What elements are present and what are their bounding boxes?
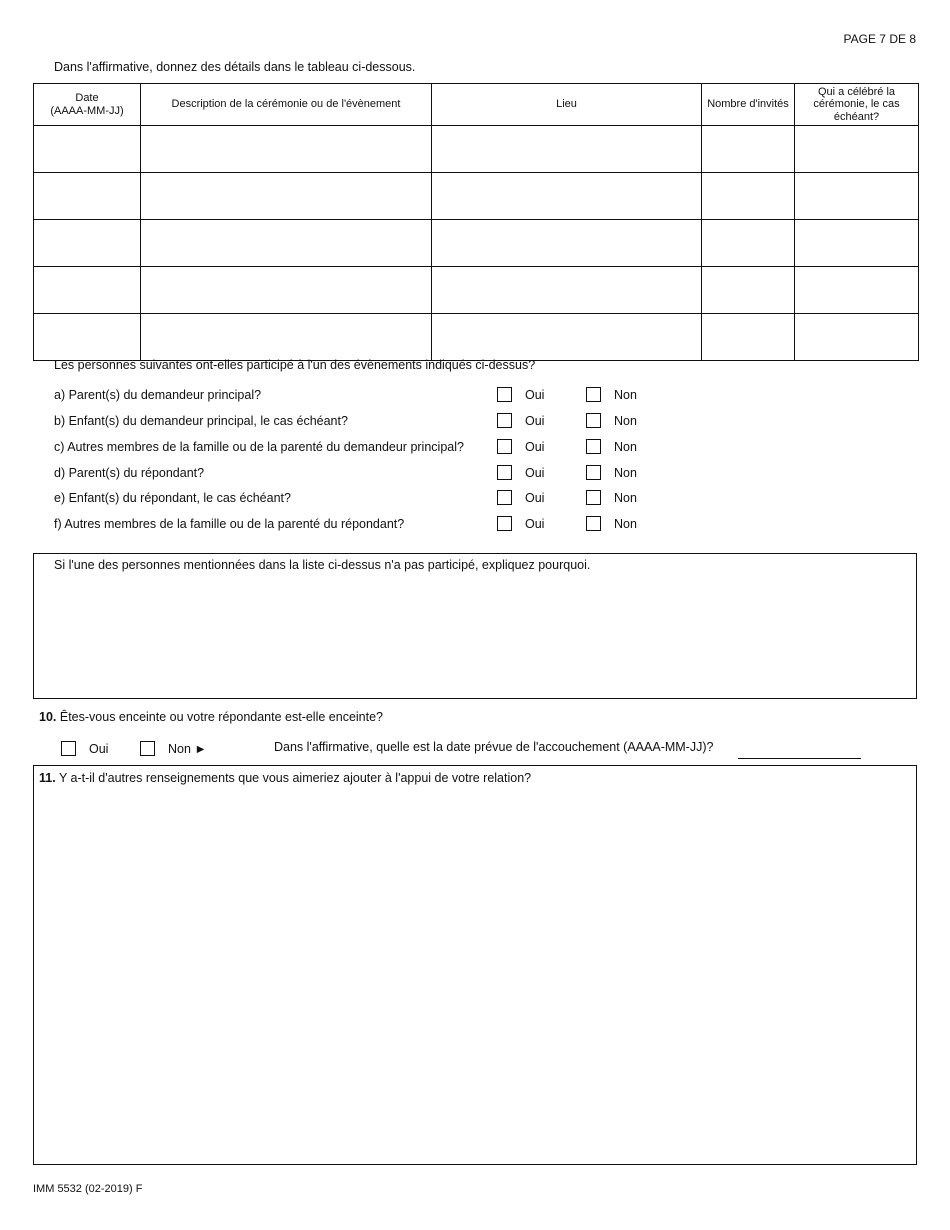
yes-checkbox[interactable]	[497, 413, 512, 428]
no-label: Non	[614, 440, 637, 454]
yes-checkbox[interactable]	[497, 490, 512, 505]
attendance-row-c	[54, 439, 674, 457]
table-row	[34, 173, 919, 220]
no-label: Non	[614, 466, 637, 480]
attendance-label: a) Parent(s) du demandeur principal?	[54, 388, 262, 402]
date-cell[interactable]	[34, 173, 141, 220]
question-10-text: Êtes-vous enceinte ou votre répondante est-elle enceinte?	[59, 710, 384, 724]
events-table	[33, 83, 919, 361]
pregnant-yes-checkbox[interactable]	[61, 741, 76, 756]
yes-checkbox[interactable]	[497, 439, 512, 454]
col-header-date: Date (AAAA-MM-JJ)	[34, 84, 141, 126]
attendance-label: d) Parent(s) du répondant?	[54, 466, 205, 480]
officiant-cell[interactable]	[795, 220, 919, 267]
place-cell[interactable]	[432, 314, 702, 361]
question-11-textarea[interactable]	[33, 765, 917, 1165]
pregnant-no-label: Non ►	[168, 742, 207, 756]
date-cell[interactable]	[34, 314, 141, 361]
guests-cell[interactable]	[702, 220, 795, 267]
due-date-field[interactable]	[738, 758, 861, 759]
question-11-heading	[39, 771, 531, 785]
due-date-label: Dans l'affirmative, quelle est la date prévue de l'accouchement (AAAA-MM-JJ)?	[274, 740, 714, 754]
yes-label: Oui	[525, 414, 545, 428]
description-cell[interactable]	[141, 126, 432, 173]
page-number: PAGE 7 DE 8	[843, 32, 916, 46]
no-label: Non	[614, 517, 637, 531]
attendance-row-e	[54, 490, 674, 508]
yes-label: Oui	[525, 491, 545, 505]
yes-checkbox[interactable]	[497, 516, 512, 531]
place-cell[interactable]	[432, 173, 702, 220]
guests-cell[interactable]	[702, 267, 795, 314]
description-cell[interactable]	[141, 220, 432, 267]
table-row	[34, 314, 919, 361]
attendance-label: e) Enfant(s) du répondant, le cas échéant?	[54, 491, 291, 505]
table-row	[34, 267, 919, 314]
no-checkbox[interactable]	[586, 387, 601, 402]
yes-label: Oui	[525, 440, 545, 454]
date-cell[interactable]	[34, 126, 141, 173]
place-cell[interactable]	[432, 126, 702, 173]
attendance-row-f	[54, 516, 674, 534]
yes-checkbox[interactable]	[497, 387, 512, 402]
form-code: IMM 5532 (02-2019) F	[33, 1183, 143, 1195]
no-checkbox[interactable]	[586, 465, 601, 480]
attendance-question: Les personnes suivantes ont-elles participé à l'un des évènements indiqués ci-dessus?	[54, 358, 536, 372]
no-checkbox[interactable]	[586, 490, 601, 505]
col-header-officiant: Qui a célébré la cérémonie, le cas échéant?	[795, 84, 919, 126]
attendance-row-d	[54, 465, 674, 483]
attendance-row-a	[54, 387, 674, 405]
explanation-label: Si l'une des personnes mentionnées dans la liste ci-dessus n'a pas participé, expliquez pourquoi.	[54, 558, 591, 572]
attendance-label: b) Enfant(s) du demandeur principal, le cas échéant?	[54, 414, 348, 428]
yes-label: Oui	[525, 517, 545, 531]
question-10	[39, 710, 383, 724]
yes-label: Oui	[525, 388, 545, 402]
officiant-cell[interactable]	[795, 314, 919, 361]
no-label: Non	[614, 491, 637, 505]
no-checkbox[interactable]	[586, 439, 601, 454]
date-cell[interactable]	[34, 267, 141, 314]
officiant-cell[interactable]	[795, 173, 919, 220]
no-label: Non	[614, 414, 637, 428]
question-10-number: 10.	[39, 710, 57, 724]
description-cell[interactable]	[141, 173, 432, 220]
yes-checkbox[interactable]	[497, 465, 512, 480]
events-table-header	[34, 84, 919, 126]
question-11-number: 11.	[39, 771, 56, 785]
table-row	[34, 126, 919, 173]
question-11-text: Y a-t-il d'autres renseignements que vous aimeriez ajouter à l'appui de votre relation?	[58, 771, 532, 785]
explanation-textarea[interactable]	[33, 553, 917, 699]
guests-cell[interactable]	[702, 173, 795, 220]
date-cell[interactable]	[34, 220, 141, 267]
description-cell[interactable]	[141, 267, 432, 314]
table-intro-text: Dans l'affirmative, donnez des détails dans le tableau ci-dessous.	[54, 60, 416, 74]
question-10-options	[60, 740, 880, 760]
no-label: Non	[614, 388, 637, 402]
attendance-label: c) Autres membres de la famille ou de la parenté du demandeur principal?	[54, 440, 464, 454]
place-cell[interactable]	[432, 267, 702, 314]
attendance-row-b	[54, 413, 674, 431]
col-header-description: Description de la cérémonie ou de l'évènement	[141, 84, 432, 126]
pregnant-no-checkbox[interactable]	[140, 741, 155, 756]
col-header-place: Lieu	[432, 84, 702, 126]
attendance-label: f) Autres membres de la famille ou de la parenté du répondant?	[54, 517, 405, 531]
no-checkbox[interactable]	[586, 516, 601, 531]
guests-cell[interactable]	[702, 126, 795, 173]
table-row	[34, 220, 919, 267]
officiant-cell[interactable]	[795, 126, 919, 173]
description-cell[interactable]	[141, 314, 432, 361]
place-cell[interactable]	[432, 220, 702, 267]
guests-cell[interactable]	[702, 314, 795, 361]
pregnant-yes-label: Oui	[89, 742, 109, 756]
officiant-cell[interactable]	[795, 267, 919, 314]
yes-label: Oui	[525, 466, 545, 480]
col-header-guests: Nombre d'invités	[702, 84, 795, 126]
no-checkbox[interactable]	[586, 413, 601, 428]
